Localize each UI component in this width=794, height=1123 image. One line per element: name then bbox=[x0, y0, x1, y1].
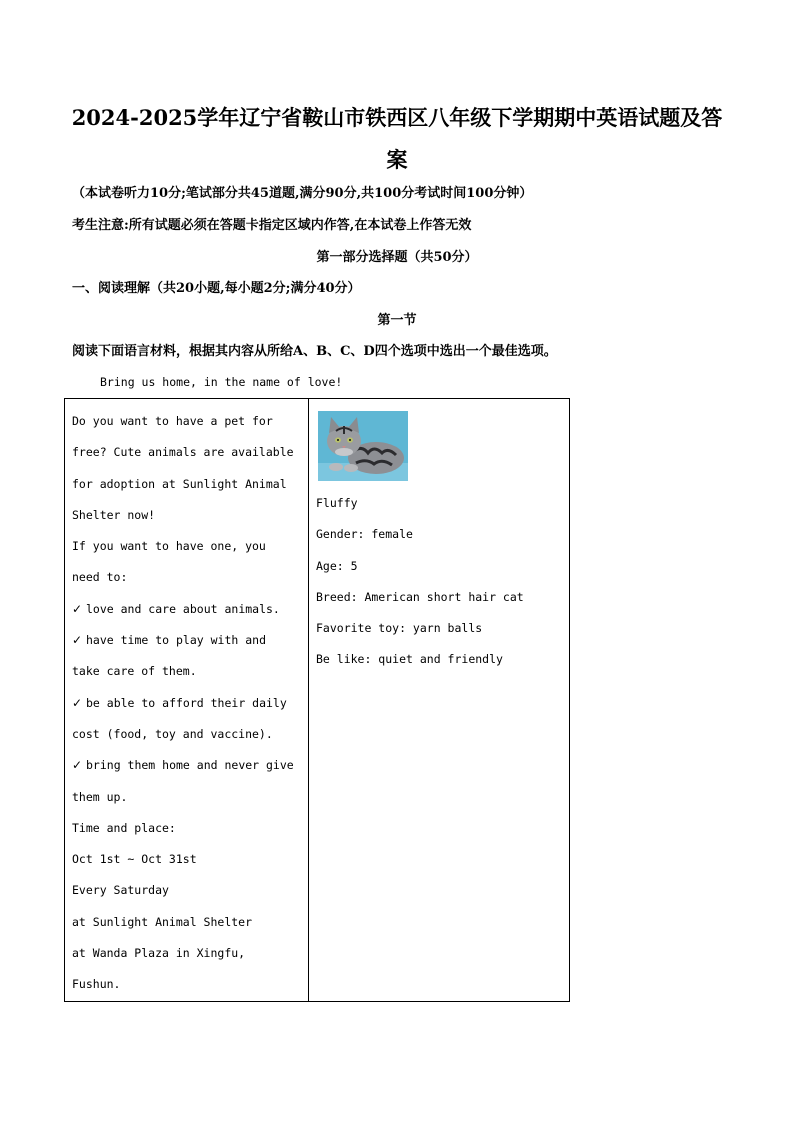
reading-instruction: 阅读下面语言材料，根据其内容从所给A、B、C、D四个选项中选出一个最佳选项。 bbox=[72, 344, 557, 359]
checklist-item: ✓ have time to play with and bbox=[72, 630, 308, 661]
checklist-item-continued: cost (food, toy and vaccine). bbox=[72, 726, 273, 741]
section-one-heading: 一、阅读理解（共20小题,每小题2分;满分40分） bbox=[72, 281, 361, 296]
check-icon: ✓ bbox=[72, 633, 83, 648]
pet-name: Fluffy bbox=[316, 496, 358, 510]
document-title-line-1: 2024-2025学年辽宁省鞍山市铁西区八年级下学期期中英语试题及答 bbox=[71, 105, 723, 130]
pet-personality: Be like: quiet and friendly bbox=[316, 652, 503, 667]
check-icon: ✓ bbox=[72, 695, 83, 710]
notice-right-column bbox=[309, 399, 569, 1001]
adoption-notice-table bbox=[64, 398, 570, 1002]
checklist-item-continued: them up. bbox=[72, 789, 128, 804]
subsection-heading: 第一节 bbox=[377, 313, 417, 328]
time-place-line: Time and place: bbox=[72, 820, 176, 835]
pet-age: Age: 5 bbox=[316, 558, 358, 573]
part-one-heading: 第一部分选择题（共50分） bbox=[316, 250, 478, 265]
pet-gender: Gender: female bbox=[316, 527, 413, 542]
notice-line: If you want to have one, you bbox=[72, 539, 266, 554]
exam-info: （本试卷听力10分;笔试部分共45道题,满分90分,共100分考试时间100分钟） bbox=[72, 186, 533, 201]
document-title-line-2: 案 bbox=[386, 147, 408, 172]
notice-line: need to: bbox=[72, 570, 128, 585]
checklist-item: ✓ bring them home and never give bbox=[72, 755, 308, 786]
passage-intro: Bring us home, in the name of love! bbox=[100, 375, 343, 389]
notice-line: Shelter now! bbox=[72, 507, 156, 522]
notice-line: Do you want to have a pet for bbox=[72, 414, 273, 428]
exam-notice: 考生注意:所有试题必须在答题卡指定区域内作答,在本试卷上作答无效 bbox=[72, 218, 472, 233]
time-place-line: Fushun. bbox=[72, 977, 121, 992]
notice-line: for adoption at Sunlight Animal bbox=[72, 476, 287, 491]
pet-breed: Breed: American short hair cat bbox=[316, 589, 524, 604]
time-place-line: at Wanda Plaza in Xingfu, bbox=[72, 946, 246, 961]
check-icon: ✓ bbox=[72, 601, 83, 616]
pet-favorite-toy: Favorite toy: yarn balls bbox=[316, 621, 483, 636]
time-place-line: Oct 1st ~ Oct 31st bbox=[72, 852, 197, 867]
cat-photo bbox=[318, 411, 408, 481]
check-icon: ✓ bbox=[72, 758, 83, 773]
checklist-item: ✓ be able to afford their daily bbox=[72, 693, 308, 724]
checklist-item-continued: take care of them. bbox=[72, 664, 197, 679]
notice-left-column bbox=[65, 399, 309, 1001]
time-place-line: Every Saturday bbox=[72, 883, 169, 898]
time-place-line: at Sunlight Animal Shelter bbox=[72, 914, 253, 929]
checklist-item: ✓ love and care about animals. bbox=[72, 599, 308, 630]
notice-line: free? Cute animals are available bbox=[72, 445, 294, 460]
